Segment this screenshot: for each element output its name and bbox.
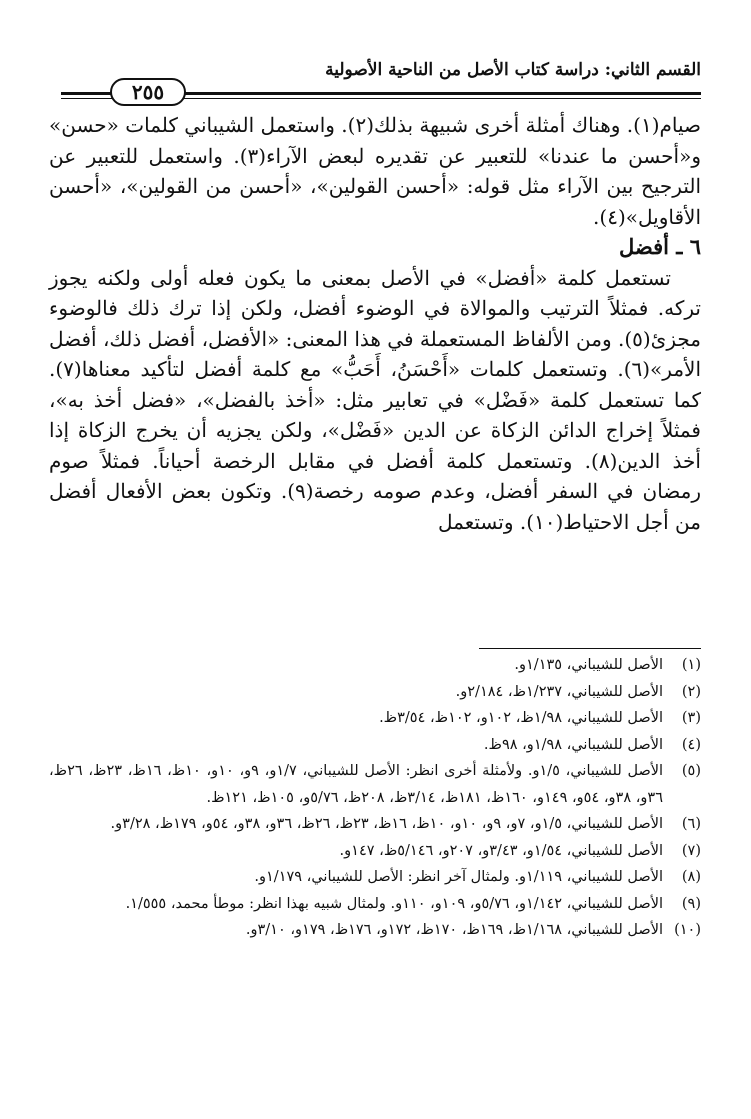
footnote xyxy=(49,917,701,944)
footnote-number: (٩) xyxy=(681,895,701,912)
footnote xyxy=(49,679,701,706)
footnote-number: (٤) xyxy=(681,736,701,753)
footnote xyxy=(49,864,701,891)
footnote-text: الأصل للشيباني، ١/١٣٥و. xyxy=(514,657,663,673)
footnote-number: (٥) xyxy=(681,763,701,779)
footnote-text: الأصل للشيباني، ١/١٤٢و، ٥/٧٦و، ١٠٩و، ١١٠و. ولمثال شبيه بهذا انظر: موطأ محمد، ١/٥٥٥. xyxy=(125,895,663,912)
footnote xyxy=(49,652,701,679)
paragraph-1: صيام(١). وهناك أمثلة أخرى شبيهة بذلك(٢). واستعمل الشيباني كلمات «حسن» و«أحسن ما عندنا» للتعبير عن تقديره لبعض الآراء(٣). واستعمل للتعبير عن الترجيح بين الآراء مثل قوله: «أحسن القولين»، «أحسن من القولين»، «أحسن الأقاويل»(٤). xyxy=(49,113,701,229)
footnote-number: (٣) xyxy=(681,710,701,726)
page-number: ٢٥٥ xyxy=(110,78,186,106)
footnote xyxy=(49,811,701,838)
footnote-text: الأصل للشيباني، ١/٥٤و، ٣/٤٣و، ٢٠٧و، ٥/١٤٦ظ، ١٤٧و. xyxy=(339,842,663,859)
footnote-number: (٧) xyxy=(681,842,701,859)
footnotes xyxy=(49,652,701,944)
footnote-number: (١) xyxy=(681,657,701,673)
footnote-number: (٨) xyxy=(681,869,701,885)
footnote xyxy=(49,705,701,732)
footnote-number: (٢) xyxy=(681,683,701,700)
footnote-text: الأصل للشيباني، ١/١٦٨ظ، ١٦٩ظ، ١٧٠ظ، ١٧٢و، ١٧٦ظ، ١٧٩و، ٣/١٠و. xyxy=(245,922,663,938)
footnote xyxy=(49,838,701,865)
main-text xyxy=(49,110,701,537)
running-header: القسم الثاني: دراسة كتاب الأصل من الناحية الأصولية xyxy=(325,60,701,80)
footnote-text: الأصل للشيباني، ١/١١٩و. ولمثال آخر انظر: الأصل للشيباني، ١/١٧٩و. xyxy=(254,869,663,885)
footnote-text: الأصل للشيباني، ١/٥و، ٧و، ٩و، ١٠و، ١٠ظ، ١٦ظ، ٢٣ظ، ٢٦ظ، ٣٦و، ٣٨و، ٥٤و، ١٧٩ظ، ٣/٢٨و. xyxy=(110,816,663,832)
footnote-text: الأصل للشيباني، ١/٥و. ولأمثلة أخرى انظر: الأصل للشيباني، ١/٧و، ٩و، ١٠و، ١٠ظ، ١٦ظ، ٢٣ظ، ٢٦ظ، ٣٦و، ٣٨و، ٥٤و، ١٤٩و، ١٦٠ظ، ١٨١ظ، ٣/١٤ظ، ٢٠٨ظ، ٥/٧٦و، ١٠٥ظ، ١٢١ظ. xyxy=(49,763,664,806)
footnote-separator xyxy=(479,648,701,649)
paragraph-2: تستعمل كلمة «أفضل» في الأصل بمعنى ما يكون فعله أولى ولكنه يجوز تركه. فمثلاً الترتيب والموالاة في الوضوء أفضل، ولكن إذا ترك ذلك فالوضوء مجزئ(٥). ومن الألفاظ المستعملة في هذا المعنى: «الأفضل، أفضل ذلك، أفضل الأمر»(٦). وتستعمل كلمات «أَحْسَنُ، أَحَبُّ» مع كلمة أفضل لتأكيد معناها(٧). كما تستعمل كلمة «فَضْل» في تعابير مثل: «أخذ بالفضل»، «فضل أخذ به»، فمثلاً إخراج الدائن الزكاة عن الدين «فَضْل»، ولكن يجزيه أن يخرج الزكاة إذا أخذ الدين(٨). وتستعمل كلمة أفضل في مقابل الرخصة أحياناً. فمثلاً صوم رمضان في السفر أفضل، وعدم صومه رخصة(٩). وتكون بعض الأفعال أفضل من أجل الاحتياط(١٠). وتستعمل xyxy=(49,265,702,534)
footnote-number: (١٠) xyxy=(674,922,701,938)
footnote-text: الأصل للشيباني، ١/٢٣٧ظ، ٢/١٨٤و. xyxy=(455,683,663,700)
footnote xyxy=(49,758,701,811)
footnote-number: (٦) xyxy=(681,816,701,832)
section-heading: ٦ ـ أفضل xyxy=(618,234,701,259)
footnote-text: الأصل للشيباني، ١/٩٨ظ، ١٠٢و، ١٠٢ظ، ٣/٥٤ظ. xyxy=(379,710,663,726)
footnote-text: الأصل للشيباني، ١/٩٨و، ٩٨ظ. xyxy=(483,736,663,753)
footnote xyxy=(49,891,701,918)
footnote xyxy=(49,732,701,759)
